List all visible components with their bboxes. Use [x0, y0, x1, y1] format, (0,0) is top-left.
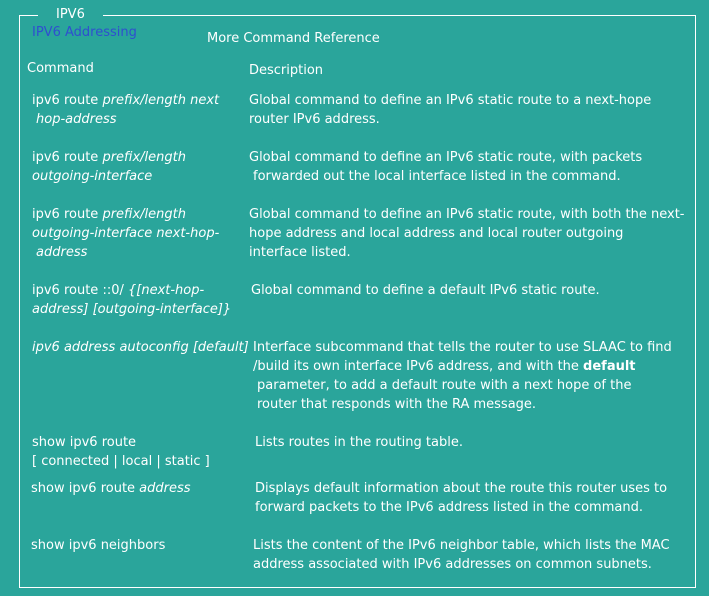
description-cell	[255, 479, 695, 517]
page-heading: More Command Reference	[207, 31, 380, 46]
description-line: Global command to define a default IPv6 static route.	[251, 283, 600, 298]
description-line: hope address and local address and local router outgoing	[249, 226, 624, 241]
description-line: address associated with IPv6 addresses on common subnets.	[253, 557, 652, 572]
command-arg: prefix/length	[102, 150, 186, 165]
command-arg: prefix/length	[102, 207, 186, 222]
command-arg: address] [outgoing-interface]}	[32, 302, 232, 317]
description-cell	[255, 433, 695, 452]
command-cell	[31, 479, 241, 498]
command-arg: outgoing-interface next-hop-	[32, 226, 220, 241]
description-line: Global command to define an IPv6 static route, with both the next-	[249, 207, 685, 222]
command-text: ipv6 route	[32, 93, 103, 108]
description-line: forwarded out the local interface listed in the command.	[253, 169, 621, 184]
description-line: interface listed.	[249, 245, 351, 260]
description-cell	[253, 536, 693, 574]
description-line: Lists routes in the routing table.	[255, 435, 463, 450]
description-line: parameter, to add a default route with a next hope of the	[257, 378, 632, 393]
description-line: /build its own interface IPv6 address, and with the	[253, 359, 584, 374]
command-arg: outgoing-interface	[32, 169, 153, 184]
command-arg: hop-address	[36, 112, 117, 127]
description-line: router that responds with the RA message.	[257, 397, 537, 412]
command-text: ipv6 route ::0/	[32, 283, 128, 298]
description-line: Global command to define an IPv6 static route to a next-hope	[249, 93, 652, 108]
command-cell	[32, 338, 257, 357]
command-arg: {[next-hop-	[127, 283, 205, 298]
description-line: Interface subcommand that tells the router to use SLAAC to find	[253, 340, 672, 355]
description-cell	[249, 148, 689, 186]
description-bold: default	[583, 359, 636, 374]
description-cell	[249, 91, 689, 129]
command-arg: prefix/length next	[102, 93, 220, 108]
command-text: [ connected | local | static ]	[32, 454, 210, 469]
command-text: show ipv6 route	[31, 481, 140, 496]
description-line: Global command to define an IPv6 static route, with packets	[249, 150, 643, 165]
description-cell	[249, 205, 689, 262]
command-cell	[32, 205, 242, 262]
command-text: show ipv6 neighbors	[31, 538, 166, 553]
command-text: ipv6 route	[32, 207, 103, 222]
column-header-description: Description	[249, 63, 324, 78]
command-cell	[31, 536, 241, 555]
command-arg: address	[36, 245, 88, 260]
command-cell	[32, 148, 242, 186]
command-text: ipv6 route	[32, 150, 103, 165]
description-line: Lists the content of the IPv6 neighbor table, which lists the MAC	[253, 538, 670, 553]
command-arg: address	[139, 481, 191, 496]
description-line: forward packets to the IPv6 address listed in the command.	[255, 500, 643, 515]
column-header-command: Command	[27, 61, 94, 76]
frame-title: IPV6	[38, 7, 103, 22]
command-text: show ipv6 route	[32, 435, 137, 450]
command-cell	[32, 433, 242, 471]
description-cell	[251, 281, 691, 300]
description-line: Displays default information about the route this router uses to	[255, 481, 668, 496]
description-cell	[253, 338, 693, 414]
subtitle: IPV6 Addressing	[32, 25, 137, 40]
command-cell	[32, 281, 242, 319]
command-cell	[32, 91, 242, 129]
description-line: router IPv6 address.	[249, 112, 380, 127]
command-arg: ipv6 address autoconfig [default]	[32, 340, 249, 355]
